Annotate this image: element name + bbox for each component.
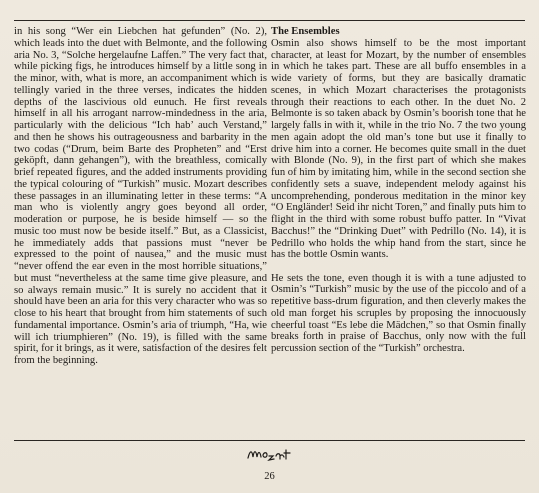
right-paragraph-2: He sets the tone, even though it is with a tune adjusted to Osmin’s “Turkish” music by the use of the piccolo and of a repetitive bass-drum figuration, and then cleverly makes the old man forget his scruples by proposing the innocuously cheerful toast “Es lebe die Mädchen,” so that Osmin finally breaks forth in praise of Bacchus, only now with the full percussion section of the “Turkish” orchestra. bbox=[271, 272, 526, 354]
section-heading: The Ensembles bbox=[271, 26, 340, 37]
signature-icon bbox=[246, 446, 294, 462]
mozart-signature-logo bbox=[0, 446, 539, 467]
bottom-rule bbox=[14, 440, 525, 441]
right-paragraph-1: Osmin also shows himself to be the most important character, at least for Mozart, by the number of ensembles in which he takes part. These are all buffo ensembles in a wide variety of forms, but they are basically dramatic scenes, in which Mozart characterises the protagonists through their reactions to each other. In the duet No. 2 Belmonte is so taken aback by Osmin’s boorish tone that he largely falls in with it, while in the trio No. 7 the two young men again adopt the old man’s tone but use it finally to drive him into a corner. He becomes quite small in the duet with Blonde (No. 9), in the first part of which she makes fun of him by imitating him, while in the second section she confidently sets a suave, independent melody against his uncomprehending, ponderous meditation in the minor key “O Engländer! Seid ihr nicht Toren,” and finally puts him to flight in the third with some robust buffo patter. In “Vivat Bacchus!” the “Drinking Duet” with Pedrillo (No. 14), it is Pedrillo who holds the whip hand from the start, since he has the bottle Osmin wants. bbox=[271, 37, 526, 261]
left-column bbox=[14, 26, 267, 367]
top-rule bbox=[14, 20, 525, 21]
left-paragraph-1: in his song “Wer ein Liebchen hat gefunden” (No. 2), which leads into the duet with Belmonte, and the following aria No. 3, “Solche hergelaufne Laffen.” The very fact that, while picking figs, he introduces himself by a little song in the minor, with, what is more, an accompaniment which is tellingly varied in the three verses, indicates the hidden depths of the lascivious old eunuch. He first reveals himself in all his arrogant narrow-mindedness in the aria, particularly with the delicious “Ich hab’ auch Verstand,” and then he shows his outrageousness and barbarity in the two codas (“Drum, beim Barte des Propheten” and “Erst geköpft, dann gehangen”), with the breathless, comically brief repeated figures, and the added instruments providing the typical colouring of “Turkish” music. Mozart describes these passages in an illuminating letter in these terms: “A man who is violently angry goes beyond all order, moderation or purpose, he is beside himself — so the music too must now be beside itself.” But, as a Classicist, he immediately adds that passions must “never be expressed to the point of nausea,” and the music must “never offend the ear even in the most horrible situations,” but must “nevertheless at the same time give pleasure, and so always remain music.” It is surely no accident that it should have been an aria for this very character who was so close to his heart that brought from him statements of such fundamental importance. Osmin’s aria of triumph, “Ha, wie will ich triumphieren” (No. 19), is filled with the same spirit, for it brings, as it were, satisfaction of the desires felt from the beginning. bbox=[14, 26, 267, 366]
right-column bbox=[271, 26, 526, 355]
page-number: 26 bbox=[264, 471, 275, 482]
